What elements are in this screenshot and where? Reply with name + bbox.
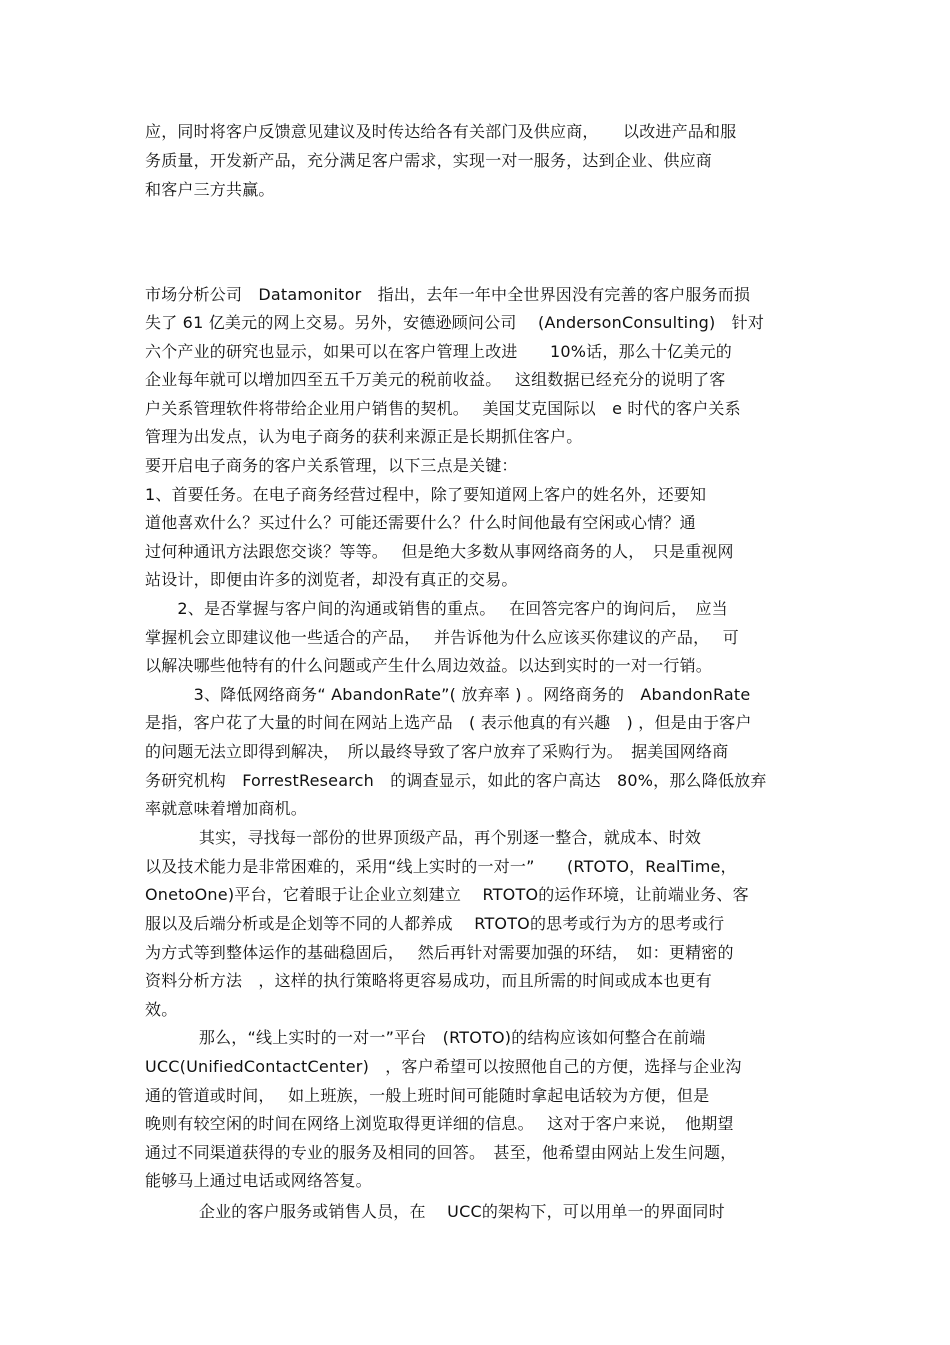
text-line: 以解决哪些他特有的什么问题或产生什么周边效益。以达到实时的一对一行销。 [145,656,713,675]
text-line: 资料分析方法 ，这样的执行策略将更容易成功，而且所需的时间或成本也更有 [145,971,713,990]
text-line: 那么，“线上实时的一对一”平台 (RTOTO)的结构应该如何整合在前端 [145,1028,706,1047]
text-line: 务研究机构 ForrestResearch 的调查显示，如此的客户高达 80%，那么降低放弃 [145,771,767,790]
text-line: 晚则有较空闲的时间在网络上浏览取得更详细的信息。 这对于客户来说， 他期望 [145,1114,734,1133]
text-line: 是指，客户花了大量的时间在网站上选产品 ( 表示他真的有兴趣 ) ，但是由于客户 [145,713,752,732]
text-line: 通过不同渠道获得的专业的服务及相同的回答。 甚至，他希望由网站上发生问题， [145,1143,737,1162]
text-line: 和客户三方共赢。 [145,180,275,199]
text-line: 2、是否掌握与客户间的沟通或销售的重点。 在回答完客户的询问后， 应当 [145,599,728,618]
text-line: 应，同时将客户反馈意见建议及时传达给各有关部门及供应商， 以改进产品和服 [145,122,737,141]
text-line: 六个产业的研究也显示，如果可以在客户管理上改进 10%话，那么十亿美元的 [145,342,732,361]
text-line: 1、首要任务。在电子商务经营过程中，除了要知道网上客户的姓名外，还要知 [145,485,707,504]
text-line: 的问题无法立即得到解决， 所以最终导致了客户放弃了采购行为。 据美国网络商 [145,742,729,761]
text-line: 为方式等到整体运作的基础稳固后， 然后再针对需要加强的环结， 如：更精密的 [145,943,734,962]
text-line: 服以及后端分析或是企划等不同的人都养成 RTOTO的思考或行为方的思考或行 [145,914,725,933]
text-line: 道他喜欢什么？买过什么？可能还需要什么？什么时间他最有空闲或心情？通 [145,513,696,532]
text-line: 企业的客户服务或销售人员，在 UCC的架构下，可以用单一的界面同时 [145,1202,725,1221]
text-line: 要开启电子商务的客户关系管理，以下三点是关键： [145,456,518,475]
text-line: 以及技术能力是非常困难的，采用“线上实时的一对一” (RTOTO，RealTime， [145,857,737,876]
text-line: 率就意味着增加商机。 [145,799,308,818]
text-line: 过何种通讯方法跟您交谈？等等。 但是绝大多数从事网络商务的人， 只是重视网 [145,542,734,561]
text-line: 能够马上通过电话或网络答复。 [145,1171,372,1190]
text-line: 市场分析公司 Datamonitor 指出，去年一年中全世界因没有完善的客户服务而损 [145,285,751,304]
text-line: 效。 [145,1000,178,1019]
text-line: 管理为出发点，认为电子商务的获利来源正是长期抓住客户。 [145,427,583,446]
text-line: 3、降低网络商务“ AbandonRate”( 放弃率 ) 。网络商务的 AbandonRate [145,685,751,704]
text-line: OnetoOne)平台，它着眼于让企业立刻建立 RTOTO的运作环境，让前端业务、客 [145,885,749,904]
text-line: 掌握机会立即建议他一些适合的产品， 并告诉他为什么应该买你建议的产品， 可 [145,628,739,647]
text-line: 务质量，开发新产品，充分满足客户需求，实现一对一服务，达到企业、供应商 [145,151,713,170]
text-line: 其实，寻找每一部份的世界顶级产品，再个别逐一整合，就成本、时效 [145,828,702,847]
text-line: 站设计，即便由许多的浏览者，却没有真正的交易。 [145,570,518,589]
text-line: UCC(UnifiedContactCenter) ，客户希望可以按照他自己的方便，选择与企业沟 [145,1057,742,1076]
text-line: 户关系管理软件将带给企业用户销售的契机。 美国艾克国际以 e 时代的客户关系 [145,399,741,418]
text-line: 失了 61 亿美元的网上交易。另外，安德逊顾问公司 (AndersonConsulting) 针对 [145,313,765,332]
text-line: 通的管道或时间， 如上班族，一般上班时间可能随时拿起电话较为方便，但是 [145,1086,710,1105]
text-line: 企业每年就可以增加四至五千万美元的税前收益。 这组数据已经充分的说明了客 [145,370,726,389]
